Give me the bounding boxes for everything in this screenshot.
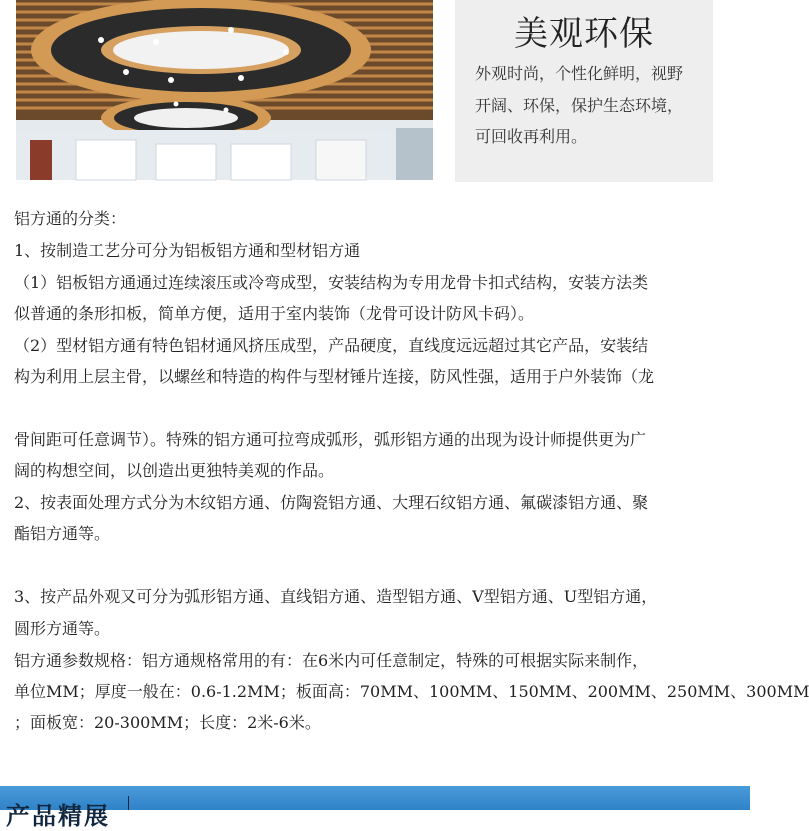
banner-title: 产品精展 xyxy=(6,802,110,830)
ceiling-ring-large xyxy=(31,0,371,102)
article-line: 3、按产品外观又可分为弧形铝方通、直线铝方通、造型铝方通、V型铝方通、U型铝方通， xyxy=(14,587,658,606)
section-banner xyxy=(0,786,750,830)
article-line: 单位MM；厚度一般在：0.6-1.2MM；板面高：70MM、100MM、150MM、200MM、250MM、300MM xyxy=(14,682,809,701)
feature-line: 开阔、环保，保护生态环境， xyxy=(475,95,684,115)
article-line: 铝方通参数规格：铝方通规格常用的有：在6米内可任意制定，特殊的可根据实际来制作， xyxy=(14,651,649,670)
article-line: （1）铝板铝方通通过连续滚压或冷弯成型，安装结构为专用龙骨卡扣式结构，安装方法类 xyxy=(14,273,649,292)
article-line: ；面板宽：20-300MM；长度：2米-6米。 xyxy=(14,713,321,732)
article-line: 似普通的条形扣板，简单方便，适用于室内装饰（龙骨可设计防风卡码）。 xyxy=(14,304,535,323)
windows xyxy=(16,128,433,180)
article-line: 圆形方通等。 xyxy=(14,619,111,638)
feature-panel xyxy=(455,0,713,182)
article-line: 骨间距可任意调节）。特殊的铝方通可拉弯成弧形，弧形铝方通的出现为设计师提供更为广 xyxy=(14,430,647,449)
ceiling-photo xyxy=(16,0,433,180)
feature-description xyxy=(475,58,713,153)
feature-line: 外观时尚，个性化鲜明，视野 xyxy=(475,64,684,83)
article-line: （2）型材铝方通有特色铝材通风挤压成型，产品硬度，直线度远远超过其它产品，安装结 xyxy=(14,336,649,355)
article-line: 铝方通的分类： xyxy=(14,209,127,228)
feature-title: 美观环保 xyxy=(514,14,654,54)
ceiling-illustration xyxy=(16,0,433,180)
feature-line: 可回收再利用。 xyxy=(475,127,588,146)
article-line: 2、按表面处理方式分为木纹铝方通、仿陶瓷铝方通、大理石纹铝方通、氟碳漆铝方通、聚 xyxy=(14,493,649,512)
banner-divider xyxy=(128,796,129,810)
article-line: 阔的构想空间，以创造出更独特美观的作品。 xyxy=(14,461,335,480)
article-line: 构为利用上层主骨，以螺丝和特造的构件与型材锤片连接，防风性强，适用于户外装饰（龙 xyxy=(14,367,655,386)
article-line: 酯铝方通等。 xyxy=(14,524,111,543)
article-line: 1、按制造工艺分可分为铝板铝方通和型材铝方通 xyxy=(14,241,361,260)
